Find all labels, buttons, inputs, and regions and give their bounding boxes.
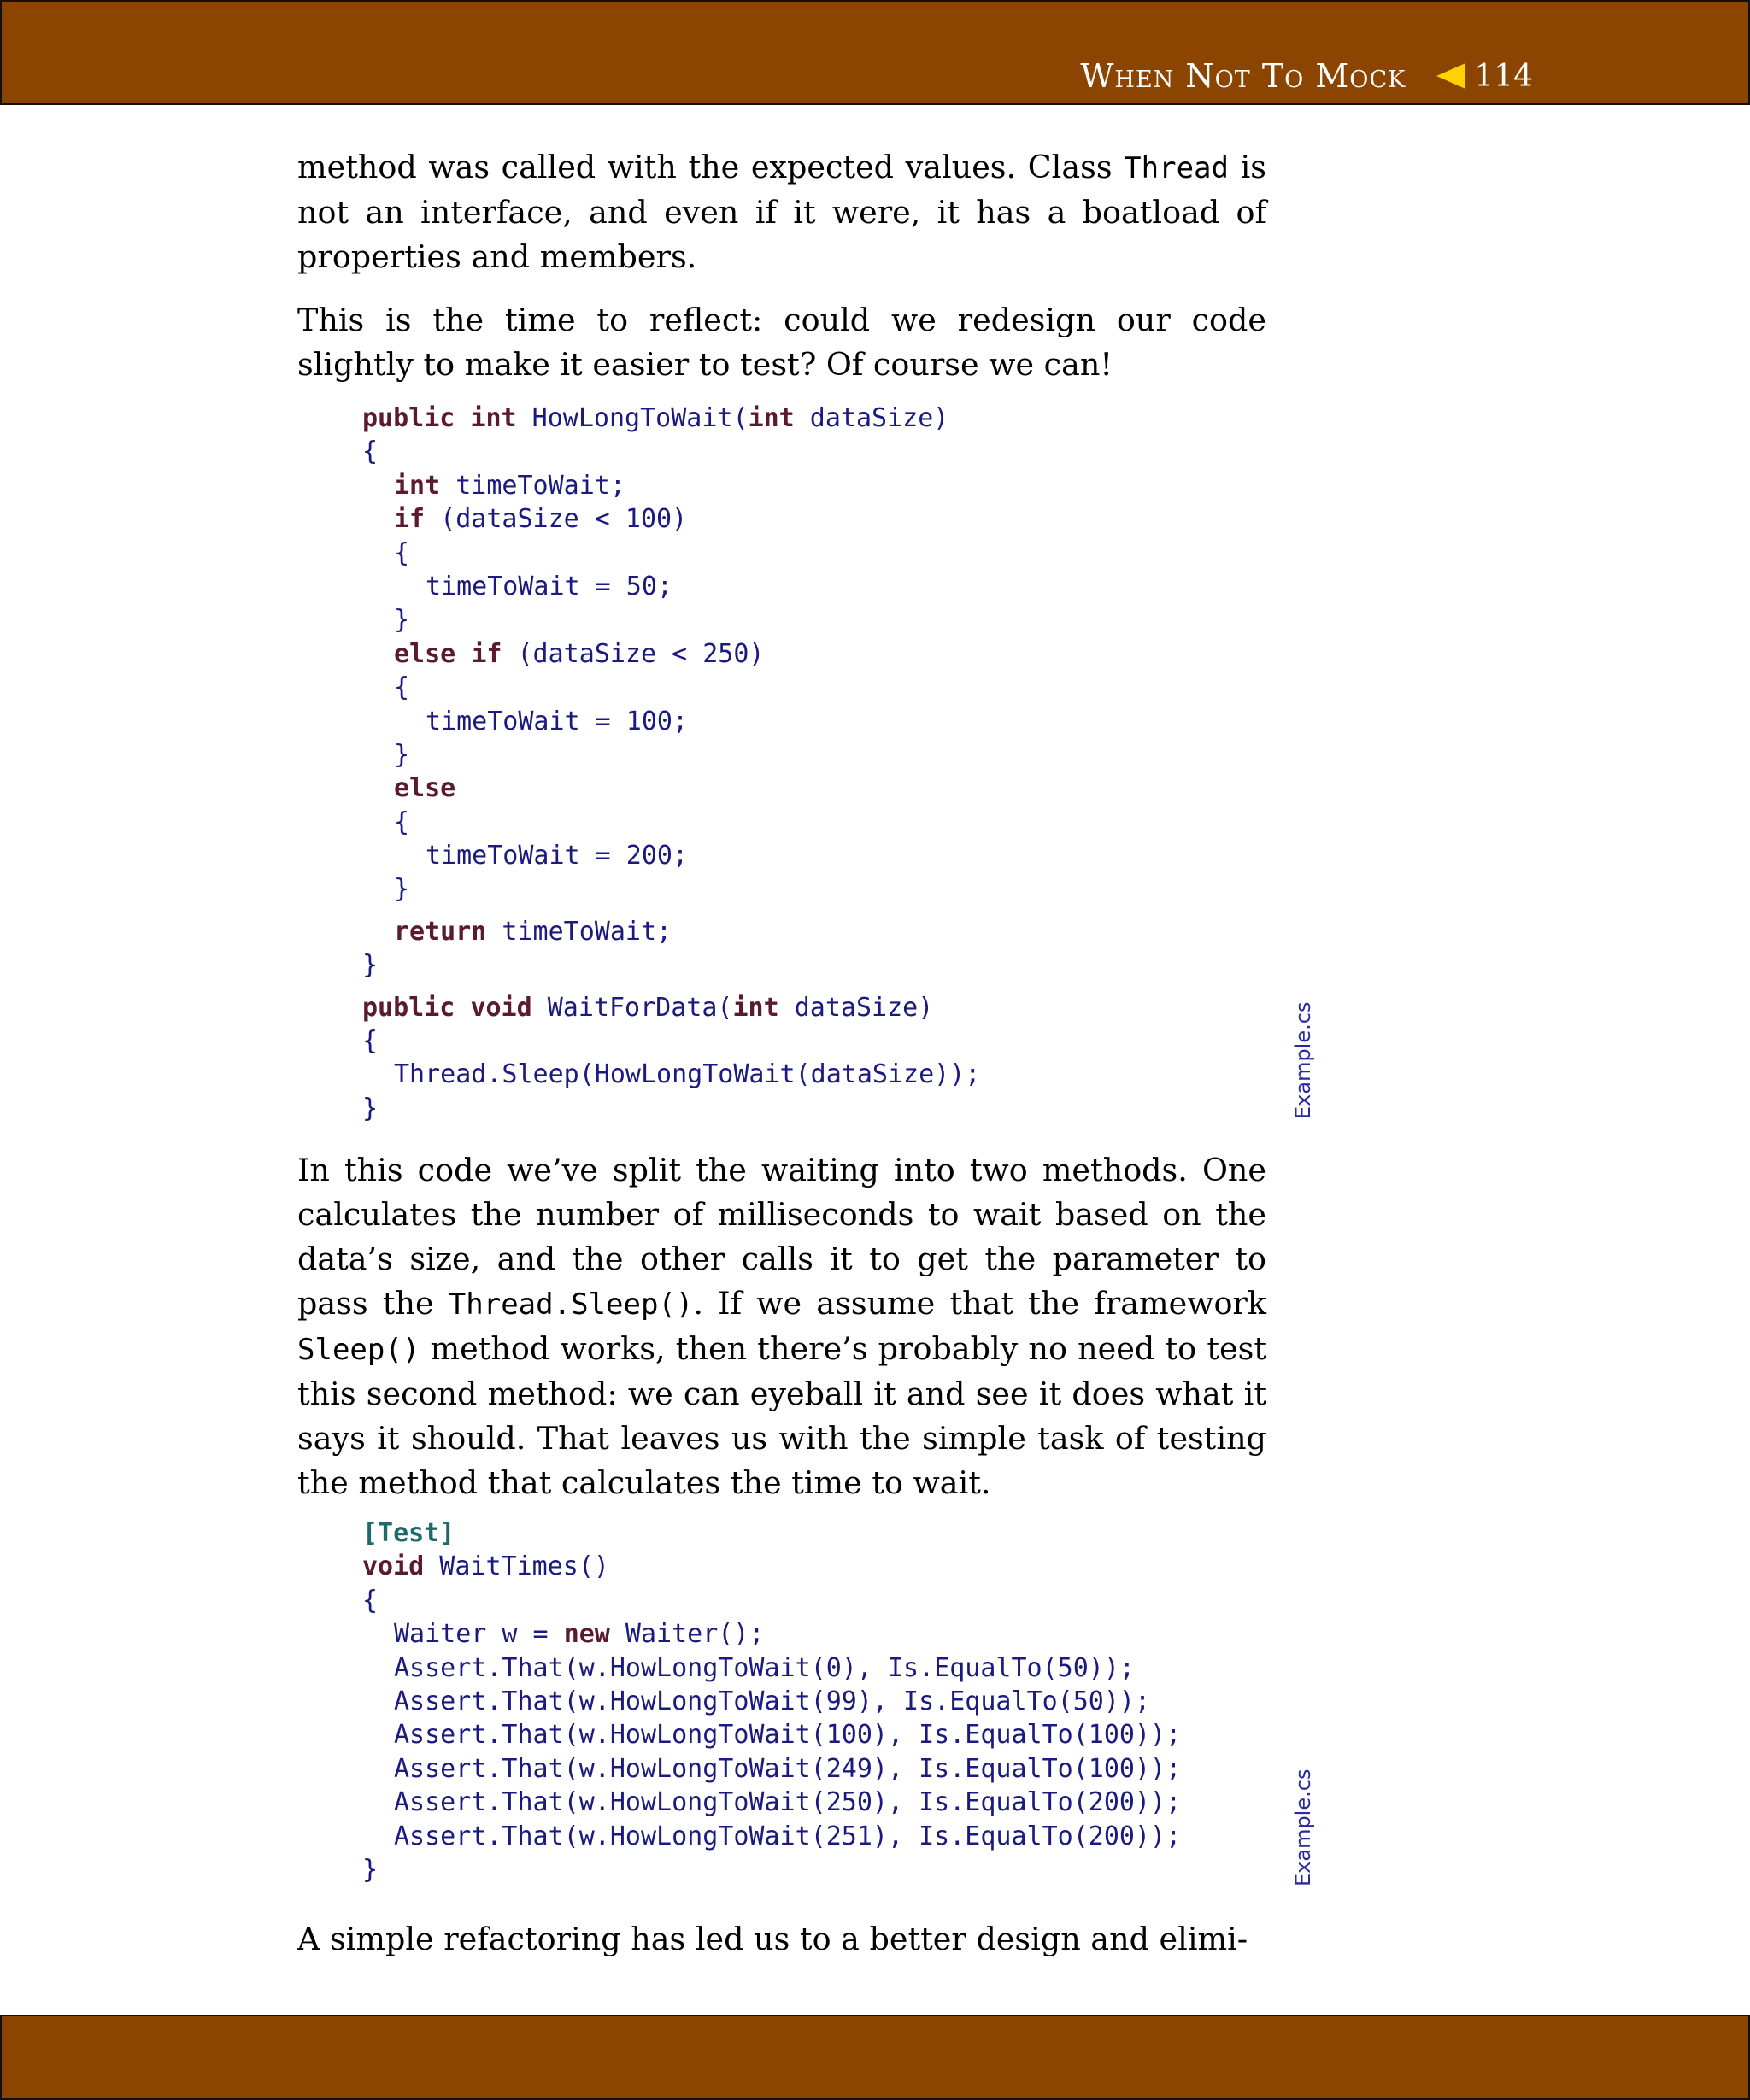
previous-page-triangle-icon[interactable]: [1436, 63, 1465, 89]
code-line: int timeToWait;: [394, 470, 625, 501]
code-line: Waiter w = new Waiter();: [394, 1619, 765, 1650]
code-line: Assert.That(w.HowLongToWait(249), Is.EqualTo(100));: [394, 1753, 1182, 1784]
inline-code-thread: Thread: [1124, 151, 1229, 185]
code-line: void WaitTimes(): [362, 1552, 609, 1582]
code-listing-1: [362, 402, 980, 1125]
code-line: }: [362, 1093, 379, 1123]
running-head: [1080, 55, 1533, 97]
code-line: {: [362, 1026, 379, 1057]
code-line: Assert.That(w.HowLongToWait(0), Is.EqualTo(50));: [394, 1652, 1135, 1683]
code-line: {: [362, 437, 379, 467]
code-line: else: [394, 773, 456, 804]
code-line: timeToWait = 200;: [426, 841, 689, 871]
p3-text-a: In this code we’ve split the waiting into two methods. One calculates the number of milliseconds to wait based on the data’s size, and the other calls it to get the parameter to pass the: [297, 1152, 1266, 1322]
inline-code-sleep: Sleep(): [297, 1333, 420, 1367]
p3-text-b: . If we assume that the framework: [693, 1285, 1266, 1322]
code-line: timeToWait = 100;: [426, 706, 689, 736]
p1-text-b: is not an interface, and even if it were, it has a boatload of properties and members.: [297, 149, 1266, 275]
code-line: {: [394, 537, 410, 568]
footer-bar: [0, 2015, 1750, 2100]
paragraph-1: [297, 145, 1266, 279]
code-line: {: [362, 1585, 379, 1616]
code-line: timeToWait = 50;: [426, 571, 672, 601]
p3-text-c: method works, then there’s probably no need to test this second method: we can eyeball it and see it does what it says it should. That leaves us with the simple task of testing the method that calculates the time to wait.: [297, 1330, 1266, 1501]
code-line: Assert.That(w.HowLongToWait(99), Is.EqualTo(50));: [394, 1686, 1151, 1716]
section-title: When Not To Mock: [1080, 57, 1406, 95]
code-line: Assert.That(w.HowLongToWait(250), Is.EqualTo(200));: [394, 1787, 1182, 1818]
inline-code-thread-sleep: Thread.Sleep(): [448, 1288, 694, 1322]
code-line: else if (dataSize < 250): [394, 638, 765, 669]
code-line: Assert.That(w.HowLongToWait(100), Is.EqualTo(100));: [394, 1720, 1182, 1751]
code-line: return timeToWait;: [394, 916, 672, 947]
code-line: public void WaitForData(int dataSize): [362, 992, 934, 1023]
code-file-label[interactable]: Example.cs: [1291, 1769, 1315, 1886]
code-line: }: [394, 874, 410, 905]
code-line: }: [394, 739, 410, 770]
code-line: }: [362, 1854, 379, 1885]
code-line: }: [362, 950, 379, 981]
code-line: Assert.That(w.HowLongToWait(251), Is.EqualTo(200));: [394, 1821, 1182, 1851]
paragraph-3: [297, 1148, 1266, 1505]
code-line: }: [394, 605, 410, 636]
paragraph-4: A simple refactoring has led us to a better design and elimi-: [297, 1921, 1248, 1957]
code-line: [Test]: [362, 1518, 455, 1548]
page-number: 114: [1474, 58, 1533, 94]
code-line: public int HowLongToWait(int dataSize): [362, 403, 949, 433]
code-line: {: [394, 672, 410, 703]
paragraph-2: This is the time to reflect: could we redesign our code slightly to make it easier to test? Of course we can!: [297, 302, 1266, 383]
code-line: if (dataSize < 100): [394, 504, 688, 535]
code-line: Thread.Sleep(HowLongToWait(dataSize));: [394, 1059, 981, 1090]
code-line: {: [394, 807, 410, 837]
code-file-label[interactable]: Example.cs: [1291, 1001, 1315, 1119]
code-listing-2: [362, 1516, 1181, 1886]
p1-text-a: method was called with the expected values. Class: [297, 149, 1125, 185]
